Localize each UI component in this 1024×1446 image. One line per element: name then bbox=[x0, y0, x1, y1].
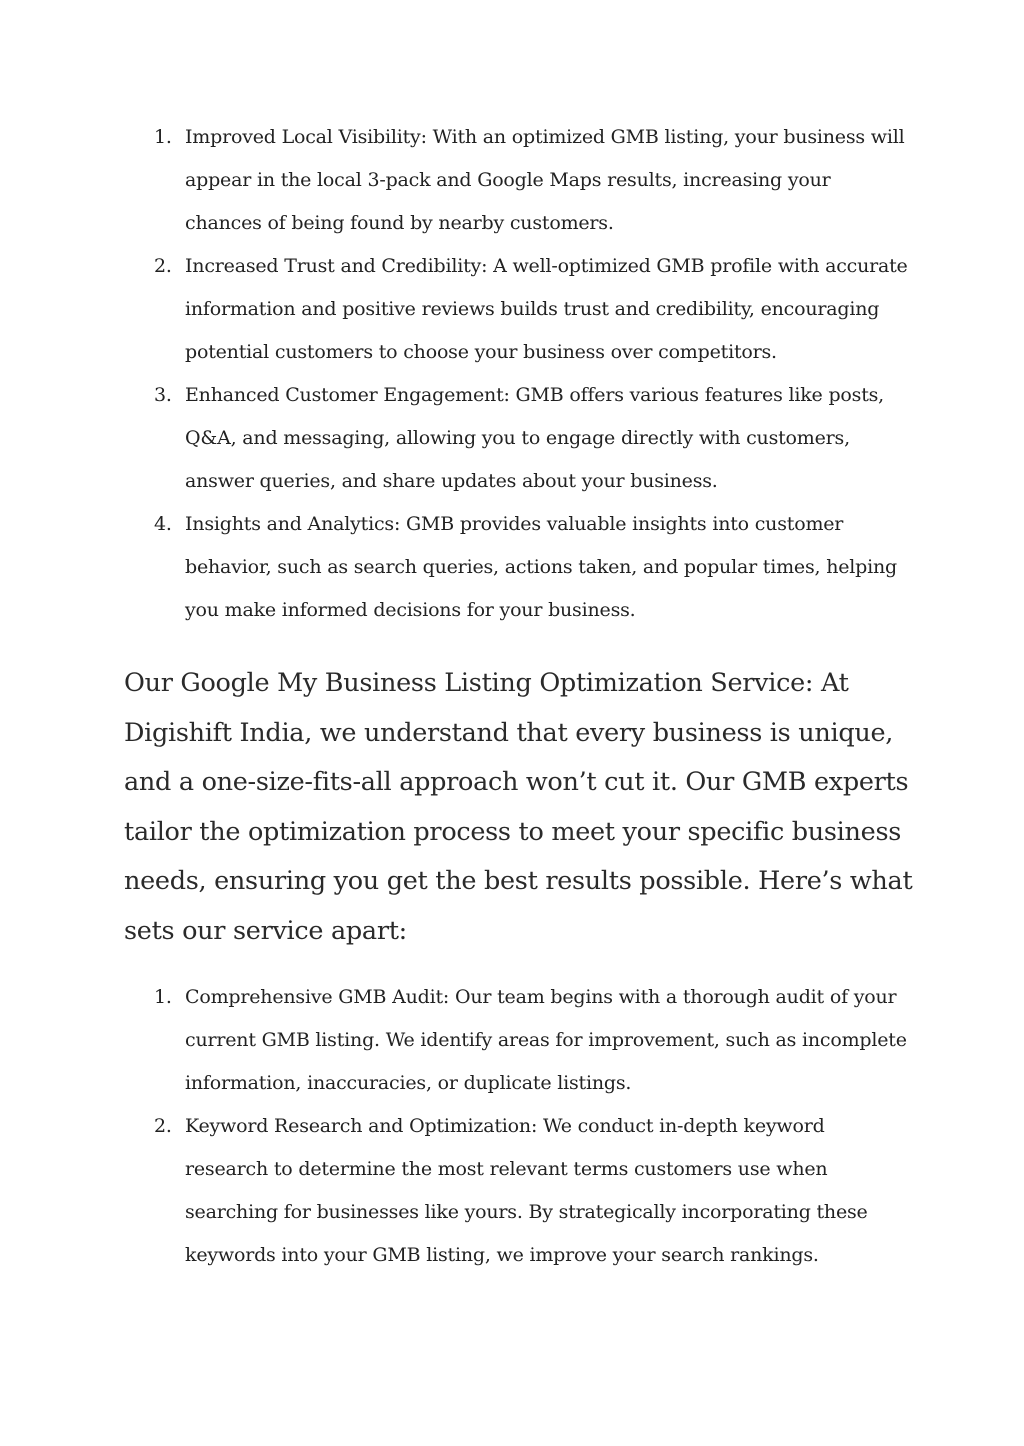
list-item-text: Improved Local Visibility: With an optimized GMB listing, your business will appear in the local 3-pack and Google Maps results, increasing your chances of being found by nearby customers. bbox=[185, 126, 905, 234]
list-item bbox=[150, 374, 910, 503]
benefits-list bbox=[150, 116, 910, 632]
list-number: 1. bbox=[154, 986, 172, 1008]
service-intro-paragraph: Our Google My Business Listing Optimization Service: At Digishift India, we understand that every business is unique, and a one-size-fits-all approach won’t cut it. Our GMB experts tailor the optimization process to meet your specific business needs, ensuring you get the best results possible. Here’s what sets our service apart: bbox=[124, 668, 913, 946]
list-item-text: Increased Trust and Credibility: A well-optimized GMB profile with accurate information and positive reviews builds trust and credibility, encouraging potential customers to choose your business over competitors. bbox=[185, 255, 908, 363]
list-item bbox=[150, 245, 910, 374]
list-number: 2. bbox=[154, 255, 172, 277]
list-item-text: Comprehensive GMB Audit: Our team begins with a thorough audit of your current GMB listing. We identify areas for improvement, such as incomplete information, inaccuracies, or duplicate listings. bbox=[185, 986, 907, 1094]
list-item bbox=[150, 503, 910, 632]
list-item-text: Keyword Research and Optimization: We conduct in-depth keyword research to determine the most relevant terms customers use when searching for businesses like yours. By strategically incorporating these keywords into your GMB listing, we improve your search rankings. bbox=[185, 1115, 868, 1266]
list-item bbox=[150, 1105, 910, 1277]
list-item-text: Insights and Analytics: GMB provides valuable insights into customer behavior, such as search queries, actions taken, and popular times, helping you make informed decisions for your business. bbox=[185, 513, 897, 621]
service-features-list bbox=[150, 976, 910, 1277]
list-item-text: Enhanced Customer Engagement: GMB offers various features like posts, Q&A, and messaging, allowing you to engage directly with customers, answer queries, and share updates about your business. bbox=[185, 384, 885, 492]
list-number: 2. bbox=[154, 1115, 172, 1137]
list-number: 3. bbox=[154, 384, 172, 406]
list-item bbox=[150, 116, 910, 245]
list-number: 4. bbox=[154, 513, 172, 535]
list-item bbox=[150, 976, 910, 1105]
list-number: 1. bbox=[154, 126, 172, 148]
